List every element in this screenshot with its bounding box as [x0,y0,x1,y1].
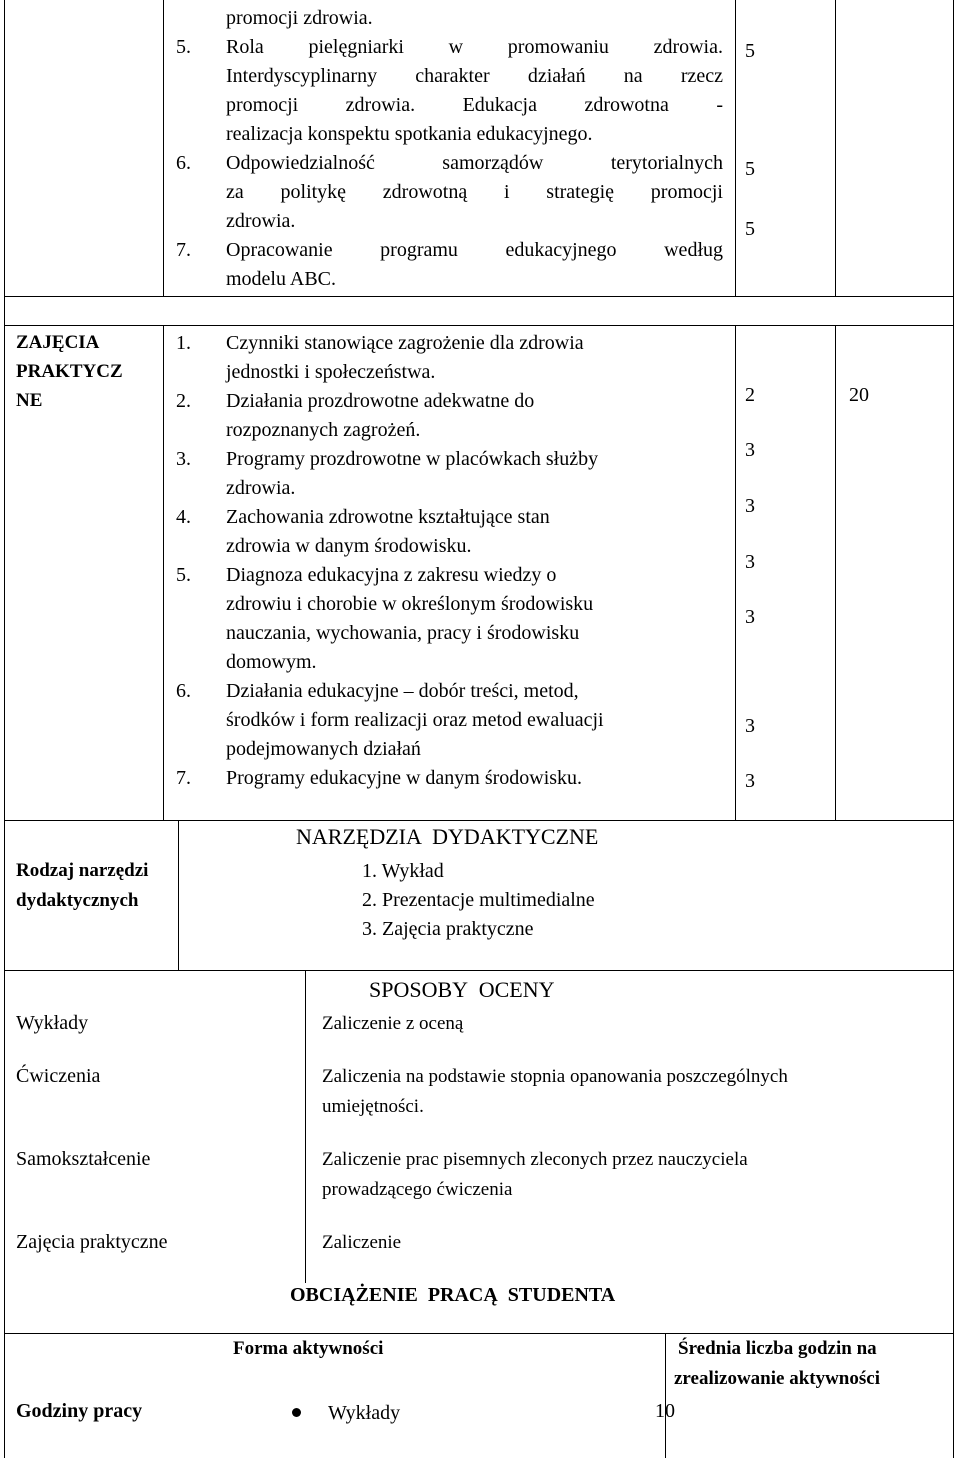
tools-item: 1. Wykład [362,860,444,882]
rule [4,970,953,971]
assessment-form: Samokształcenie [16,1148,151,1170]
topic-line: Opracowanie programu edukacyjnego według [226,239,723,261]
rule [665,1333,666,1458]
topic-number: 7. [176,239,191,261]
topic-number: 5. [176,564,191,586]
hours-value: 3 [745,770,755,792]
topic-line: środków i form realizacji oraz metod ewaluacji [226,709,604,731]
topic-number: 6. [176,680,191,702]
topic-line: Zachowania zdrowotne kształtujące stan [226,506,550,528]
topic-number: 2. [176,390,191,412]
assessment-method: Zaliczenie prac pisemnych zleconych przez nauczyciela [322,1149,748,1170]
topic-number: 7. [176,767,191,789]
topic-line: Czynniki stanowiące zagrożenie dla zdrowia [226,332,584,354]
assessment-method: Zaliczenie [322,1232,402,1253]
topic-line: Działania edukacyjne – dobór treści, metod, [226,680,579,702]
assessment-method: Zaliczenie z oceną [322,1013,464,1034]
topic-number: 5. [176,36,191,58]
workload-row-item: Wykłady [328,1402,401,1424]
rule [953,0,954,1458]
topic-line: nauczania, wychowania, pracy i środowisku [226,622,580,644]
topic-line: Rola pielęgniarki w promowaniu zdrowia. [226,36,723,58]
topic-number: 1. [176,332,191,354]
topic-line: zdrowia w danym środowisku. [226,535,472,557]
rule [4,820,953,821]
hours-value: 5 [745,218,755,240]
workload-col-avg: Średnia liczba godzin na [678,1338,877,1359]
hours-value: 3 [745,495,755,517]
workload-row-label: Godziny pracy [16,1400,143,1422]
assessment-heading: SPOSOBY OCENY [369,977,555,1002]
rule [835,0,836,296]
workload-col-form: Forma aktywności [233,1338,384,1359]
topic-line: promocji zdrowia. Edukacja zdrowotna - [226,94,723,116]
workload-col-avg: zrealizowanie aktywności [674,1368,880,1389]
workload-row-value: 10 [655,1400,675,1422]
topic-line: Programy edukacyjne w danym środowisku. [226,767,583,789]
topic-line: zdrowia. [226,210,296,232]
topic-line: jednostki i społeczeństwa. [226,361,436,383]
hours-value: 3 [745,715,755,737]
topic-line: Odpowiedzialność samorządów terytorialnych [226,152,723,174]
rule [178,820,179,970]
rule [305,970,306,1283]
topic-line: modelu ABC. [226,268,337,290]
topic-line: rozpoznanych zagrożeń. [226,419,421,441]
topic-line: domowym. [226,651,317,673]
topic-line: zdrowiu i chorobie w określonym środowisku [226,593,594,615]
topic-line: za politykę zdrowotną i strategię promocji [226,181,723,203]
practical-label: PRAKTYCZ [16,361,123,382]
rule [163,325,164,820]
topic-line: realizacja konspektu spotkania edukacyjnego. [226,123,593,145]
rule [4,325,953,326]
assessment-form: Wykłady [16,1012,89,1034]
topic-line: zdrowia. [226,477,296,499]
rule [4,0,5,1458]
hours-value: 5 [745,158,755,180]
assessment-form: Zajęcia praktyczne [16,1231,168,1253]
rule [735,0,736,296]
tools-label: dydaktycznych [16,890,139,911]
topic-number: 4. [176,506,191,528]
hours-value: 3 [745,551,755,573]
hours-value: 2 [745,384,755,406]
rule [163,0,164,296]
assessment-form: Ćwiczenia [16,1065,101,1087]
topic-line: Interdyscyplinarny charakter działań na rzecz [226,65,723,87]
practical-label: NE [16,390,43,411]
hours-total: 20 [849,384,869,406]
topic-line: podejmowanych działań [226,738,421,760]
bullet-icon [292,1408,301,1417]
rule [735,325,736,820]
workload-heading: OBCIĄŻENIE PRACĄ STUDENTA [290,1284,616,1306]
hours-value: 3 [745,606,755,628]
assessment-method: Zaliczenia na podstawie stopnia opanowania poszczególnych [322,1066,788,1087]
rule [835,325,836,820]
tools-item: 3. Zajęcia praktyczne [362,918,534,940]
tools-label: Rodzaj narzędzi [16,860,149,881]
topic-line: promocji zdrowia. [226,7,373,29]
rule [4,296,953,297]
topic-number: 6. [176,152,191,174]
practical-label: ZAJĘCIA [16,332,100,353]
assessment-method: prowadzącego ćwiczenia [322,1179,513,1200]
tools-heading: NARZĘDZIA DYDAKTYCZNE [296,824,599,849]
assessment-method: umiejętności. [322,1096,424,1117]
topic-number: 3. [176,448,191,470]
topic-line: Diagnoza edukacyjna z zakresu wiedzy o [226,564,557,586]
topic-line: Programy prozdrowotne w placówkach służby [226,448,599,470]
tools-item: 2. Prezentacje multimedialne [362,889,595,911]
hours-value: 5 [745,40,755,62]
topic-line: Działania prozdrowotne adekwatne do [226,390,535,412]
hours-value: 3 [745,439,755,461]
